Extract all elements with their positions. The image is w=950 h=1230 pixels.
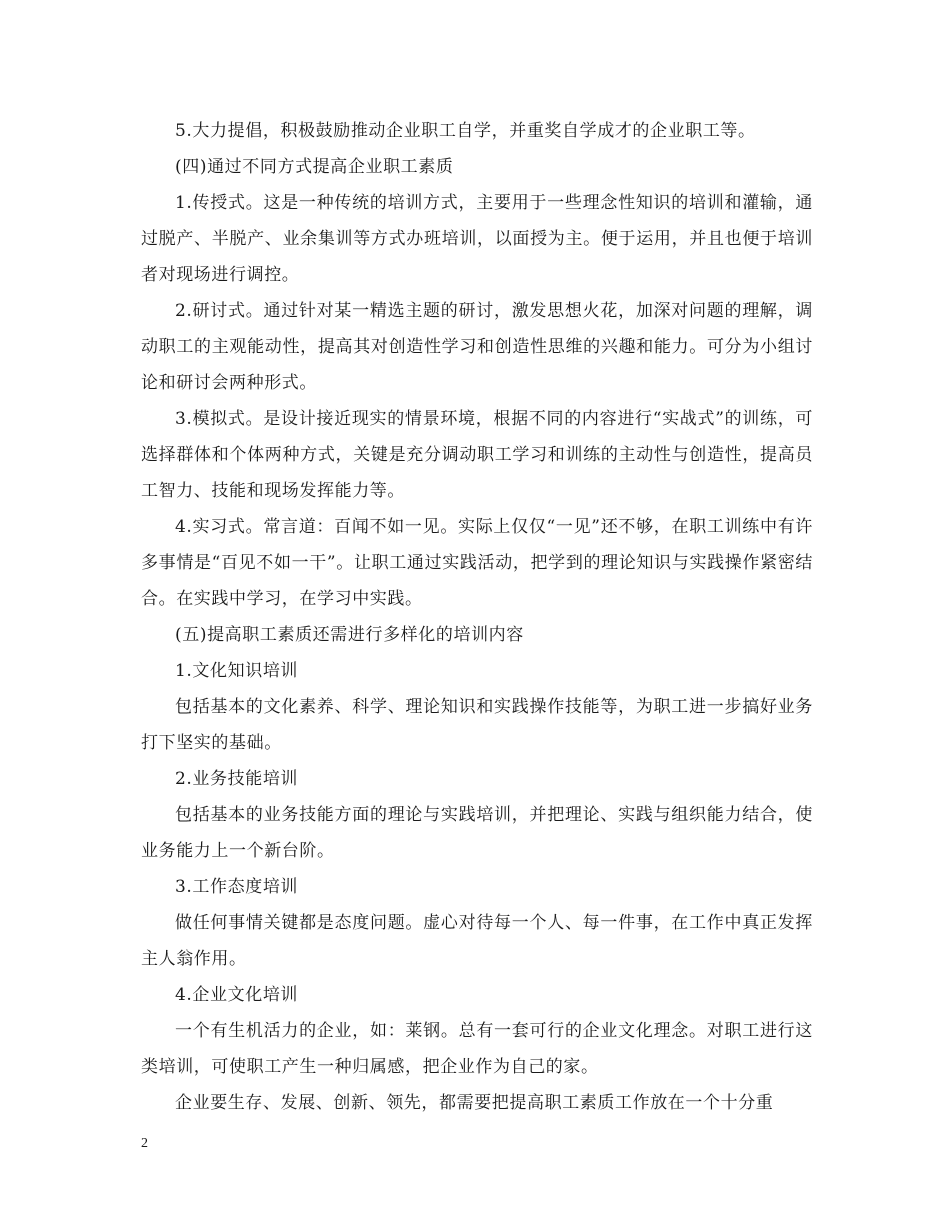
paragraph-corporate-culture: 一个有生机活力的企业，如：莱钢。总有一套可行的企业文化理念。对职工进行这类培训，可使职工产生一种归属感，把企业作为自己的家。: [141, 1021, 813, 1077]
paragraph-internship-method: 4.实习式。常言道：百闻不如一见。实际上仅仅“一见”还不够，在职工训练中有许多事情是“百见不如一干”。让职工通过实践活动，把学到的理论知识与实践操作紧密结合。在实践中学习，在学习中实践。: [141, 517, 813, 609]
paragraph-seminar-method: 2.研讨式。通过针对某一精选主题的研讨，激发思想火花，加深对问题的理解，调动职工的主观能动性，提高其对创造性学习和创造性思维的兴趣和能力。可分为小组讨论和研讨会两种形式。: [141, 301, 813, 393]
subheading-corporate-culture: 4.企业文化培训: [175, 985, 299, 1005]
subheading-business-skills: 2.业务技能培训: [175, 769, 299, 789]
paragraph-work-attitude: 做任何事情关键都是态度问题。虚心对待每一个人、每一件事，在工作中真正发挥主人翁作用。: [141, 913, 813, 969]
document-body: [141, 113, 813, 1121]
subheading-cultural-knowledge: 1.文化知识培训: [175, 661, 299, 681]
paragraph-simulation-method: 3.模拟式。是设计接近现实的情景环境，根据不同的内容进行“实战式”的训练，可选择群体和个体两种方式，关键是充分调动职工学习和训练的主动性与创造性，提高员工智力、技能和现场发挥能力等。: [141, 409, 813, 501]
page-number: 2: [141, 1136, 148, 1151]
subheading-work-attitude: 3.工作态度培训: [175, 877, 299, 897]
paragraph-conclusion: 企业要生存、发展、创新、领先，都需要把提高职工素质工作放在一个十分重: [175, 1093, 774, 1113]
paragraph-cultural-knowledge: 包括基本的文化素养、科学、理论知识和实践操作技能等，为职工进一步搞好业务打下坚实的基础。: [141, 697, 813, 753]
paragraph-self-study: 5.大力提倡，积极鼓励推动企业职工自学，并重奖自学成才的企业职工等。: [175, 121, 756, 141]
paragraph-lecture-method: 1.传授式。这是一种传统的培训方式，主要用于一些理念性知识的培训和灌输，通过脱产、半脱产、业余集训等方式办班培训，以面授为主。便于运用，并且也便于培训者对现场进行调控。: [141, 193, 813, 285]
paragraph-business-skills: 包括基本的业务技能方面的理论与实践培训，并把理论、实践与组织能力结合，使业务能力上一个新台阶。: [141, 805, 813, 861]
section-heading-five: (五)提高职工素质还需进行多样化的培训内容: [175, 625, 524, 645]
section-heading-four: (四)通过不同方式提高企业职工素质: [175, 157, 454, 177]
